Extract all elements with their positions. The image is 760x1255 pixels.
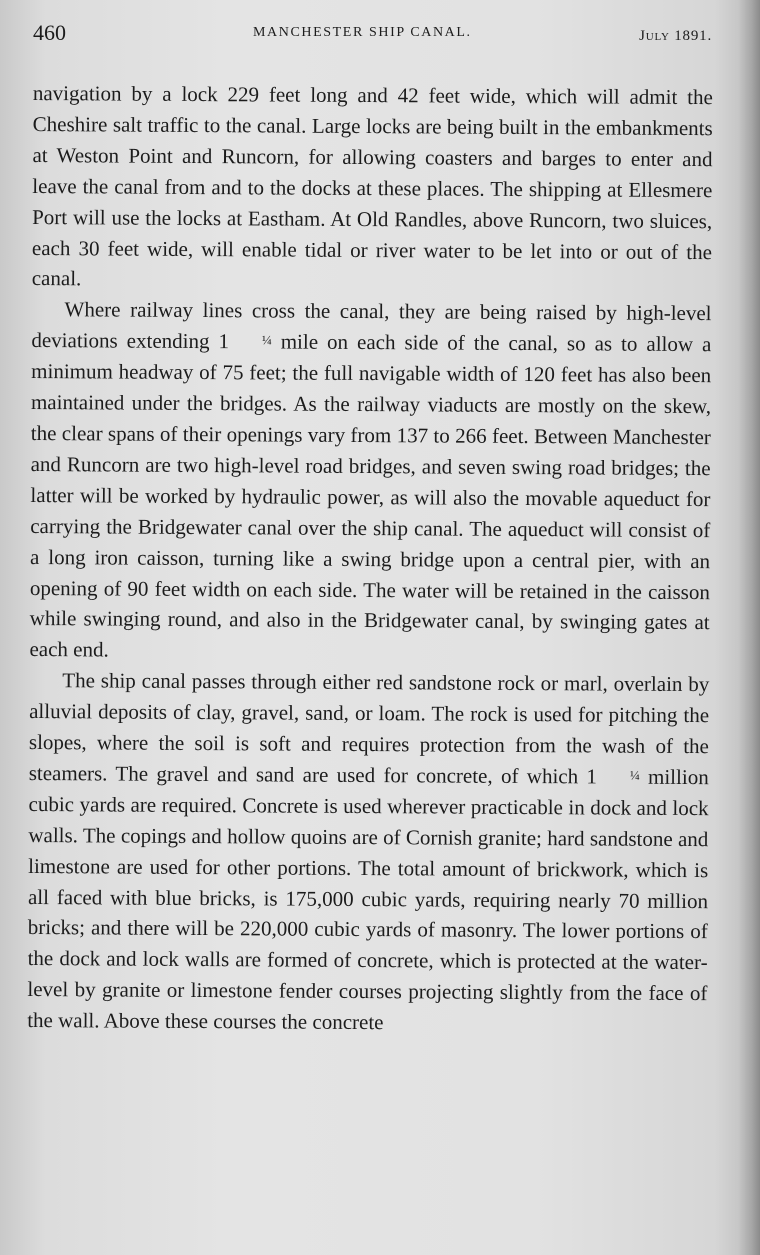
paragraph-text-start: Where railway lines cross the canal, they are being raised by high-level deviations extending 1 <box>31 297 712 354</box>
paragraph-text-start: The ship canal passes through either red sandstone rock or marl, overlain by alluvial deposits of clay, gravel, sand, or loam. The rock is used for pitching the slopes, where the soil is soft and requires protection from the wash of the steamers. The gravel and sand are used for concrete, of which 1 <box>28 668 710 789</box>
page-edge-shadow <box>738 0 760 1255</box>
paragraph-locks-and-sluices: navigation by a lock 229 feet long and 42 feet wide, which will admit the Cheshire salt traffic to the canal. Large locks are being built in the embankments at Weston Point and Runcorn, for allowing coasters and barges to enter and leave the canal from and to the docks at these places. The shipping at Ellesmere Port will use the locks at Eastham. At Old Randles, above Runcorn, two sluices, each 30 feet wide, will enable tidal or river water to be let into or out of the canal. <box>31 80 713 291</box>
page-number: 460 <box>33 20 66 45</box>
running-title: MANCHESTER SHIP CANAL. <box>253 25 472 40</box>
fraction-quarter: ¼ <box>261 332 272 348</box>
paragraph-text-end: mile on each side of the canal, so as to allow a minimum headway of 75 feet; the full navigable width of 120 feet has also been maintained under the bridges. As the railway viaducts are mostly on the skew, the clear spans of their openings vary from 137 to 266 feet. Between Manchester and Runcorn are two high-level road bridges, and seven swing road bridges; the latter will be worked by hydraulic power, as will also the movable aqueduct for carrying the Bridgewater canal over the ship canal. The aqueduct will consist of a long iron caisson, turning like a swing bridge upon a central pier, with an opening of 90 feet width on each side. The water will be retained in the caisson while swinging round, and also in the Bridgewater canal, by swinging gates at each end. <box>29 329 712 662</box>
paragraph-geology-and-materials <box>27 665 709 1040</box>
body-text <box>27 78 713 1040</box>
page-header <box>33 20 712 56</box>
fraction-quarter: ¼ <box>629 767 640 783</box>
paragraph-text-end: million cubic yards are required. Concrete is used wherever practicable in dock and lock walls. The copings and hollow quoins are of Cornish granite; hard sandstone and limestone are used for other portions. The total amount of brickwork, which is all faced with blue bricks, is 175,000 cubic yards, requiring nearly 70 million bricks; and there will be 220,000 cubic yards of masonry. The lower portions of the dock and lock walls are formed of concrete, which is protected at the water-level by granite or limestone fender courses projecting slightly from the face of the wall. Above these courses the concrete <box>27 764 709 1035</box>
paragraph-railway-crossings <box>29 294 711 669</box>
header-date: July 1891. <box>639 28 712 44</box>
